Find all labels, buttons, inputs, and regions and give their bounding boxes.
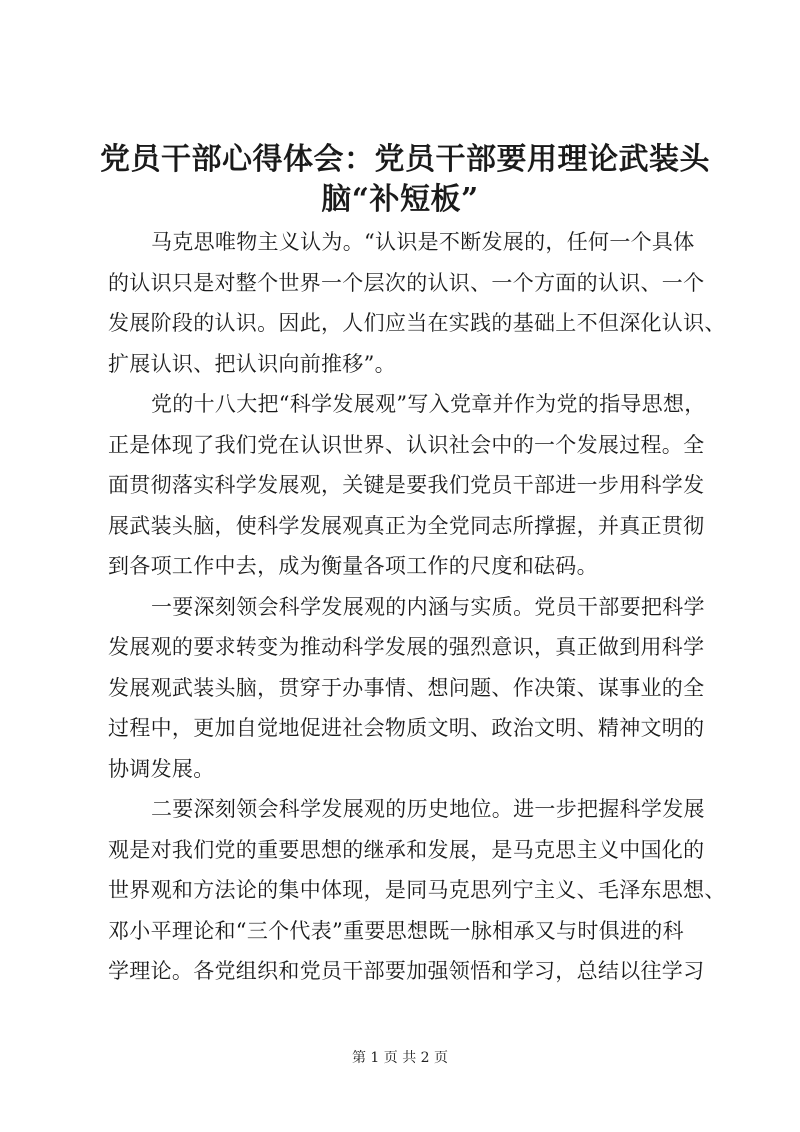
title-line-1: 党员干部心得体会：党员干部要用理论武装头 bbox=[100, 142, 710, 177]
paragraph-4 bbox=[108, 789, 726, 992]
paragraph-1 bbox=[108, 222, 726, 384]
paragraph-line: 世界观和方法论的集中体现，是同马克思列宁主义、毛泽东思想、 bbox=[108, 878, 726, 902]
paragraph-line: 协调发展。 bbox=[108, 756, 215, 781]
paragraph-line: 邓小平理论和“三个代表”重要思想既一脉相承又与时俱进的科 bbox=[108, 918, 684, 943]
paragraph-line: 扩展认识、把认识向前推移”。 bbox=[108, 351, 396, 376]
paragraph-line: 发展阶段的认识。因此，人们应当在实践的基础上不但深化认识、 bbox=[108, 311, 726, 335]
page-footer: 第 1 页 共 2 页 bbox=[351, 1050, 449, 1066]
paragraph-line: 的认识只是对整个世界一个层次的认识、一个方面的认识、一个 bbox=[108, 270, 705, 295]
paragraph-line: 发展观的要求转变为推动科学发展的强烈意识，真正做到用科学 bbox=[108, 635, 705, 659]
paragraph-line: 观是对我们党的重要思想的继承和发展，是马克思主义中国化的 bbox=[108, 837, 705, 862]
paragraph-line: 一要深刻领会科学发展观的内涵与实质。党员干部要把科学 bbox=[151, 594, 705, 619]
paragraph-line: 过程中，更加自觉地促进社会物质文明、政治文明、精神文明的 bbox=[108, 716, 705, 740]
paragraph-line: 面贯彻落实科学发展观，关键是要我们党员干部进一步用科学发 bbox=[108, 473, 705, 497]
paragraph-line: 马克思唯物主义认为。“认识是不断发展的，任何一个具体 bbox=[151, 230, 695, 254]
title-line-2: 脑“补短板” bbox=[321, 182, 479, 217]
paragraph-2 bbox=[108, 384, 706, 587]
paragraph-line: 到各项工作中去，成为衡量各项工作的尺度和砝码。 bbox=[108, 554, 598, 578]
paragraph-line: 发展观武装头脑，贯穿于办事情、想问题、作决策、谋事业的全 bbox=[108, 675, 705, 700]
paragraph-line: 展武装头脑，使科学发展观真正为全党同志所撑握，并真正贯彻 bbox=[108, 513, 705, 538]
paragraph-line: 学理论。各党组织和党员干部要加强领悟和学习，总结以往学习 bbox=[108, 959, 705, 983]
paragraph-line: 正是体现了我们党在认识世界、认识社会中的一个发展过程。全 bbox=[108, 432, 705, 457]
paragraph-3 bbox=[108, 587, 705, 790]
document-title bbox=[100, 140, 710, 220]
paragraph-line: 党的十八大把“科学发展观”写入党章并作为党的指导思想， bbox=[151, 392, 706, 416]
paragraph-line: 二要深刻领会科学发展观的历史地位。进一步把握科学发展 bbox=[151, 797, 705, 821]
document-body bbox=[108, 222, 726, 992]
